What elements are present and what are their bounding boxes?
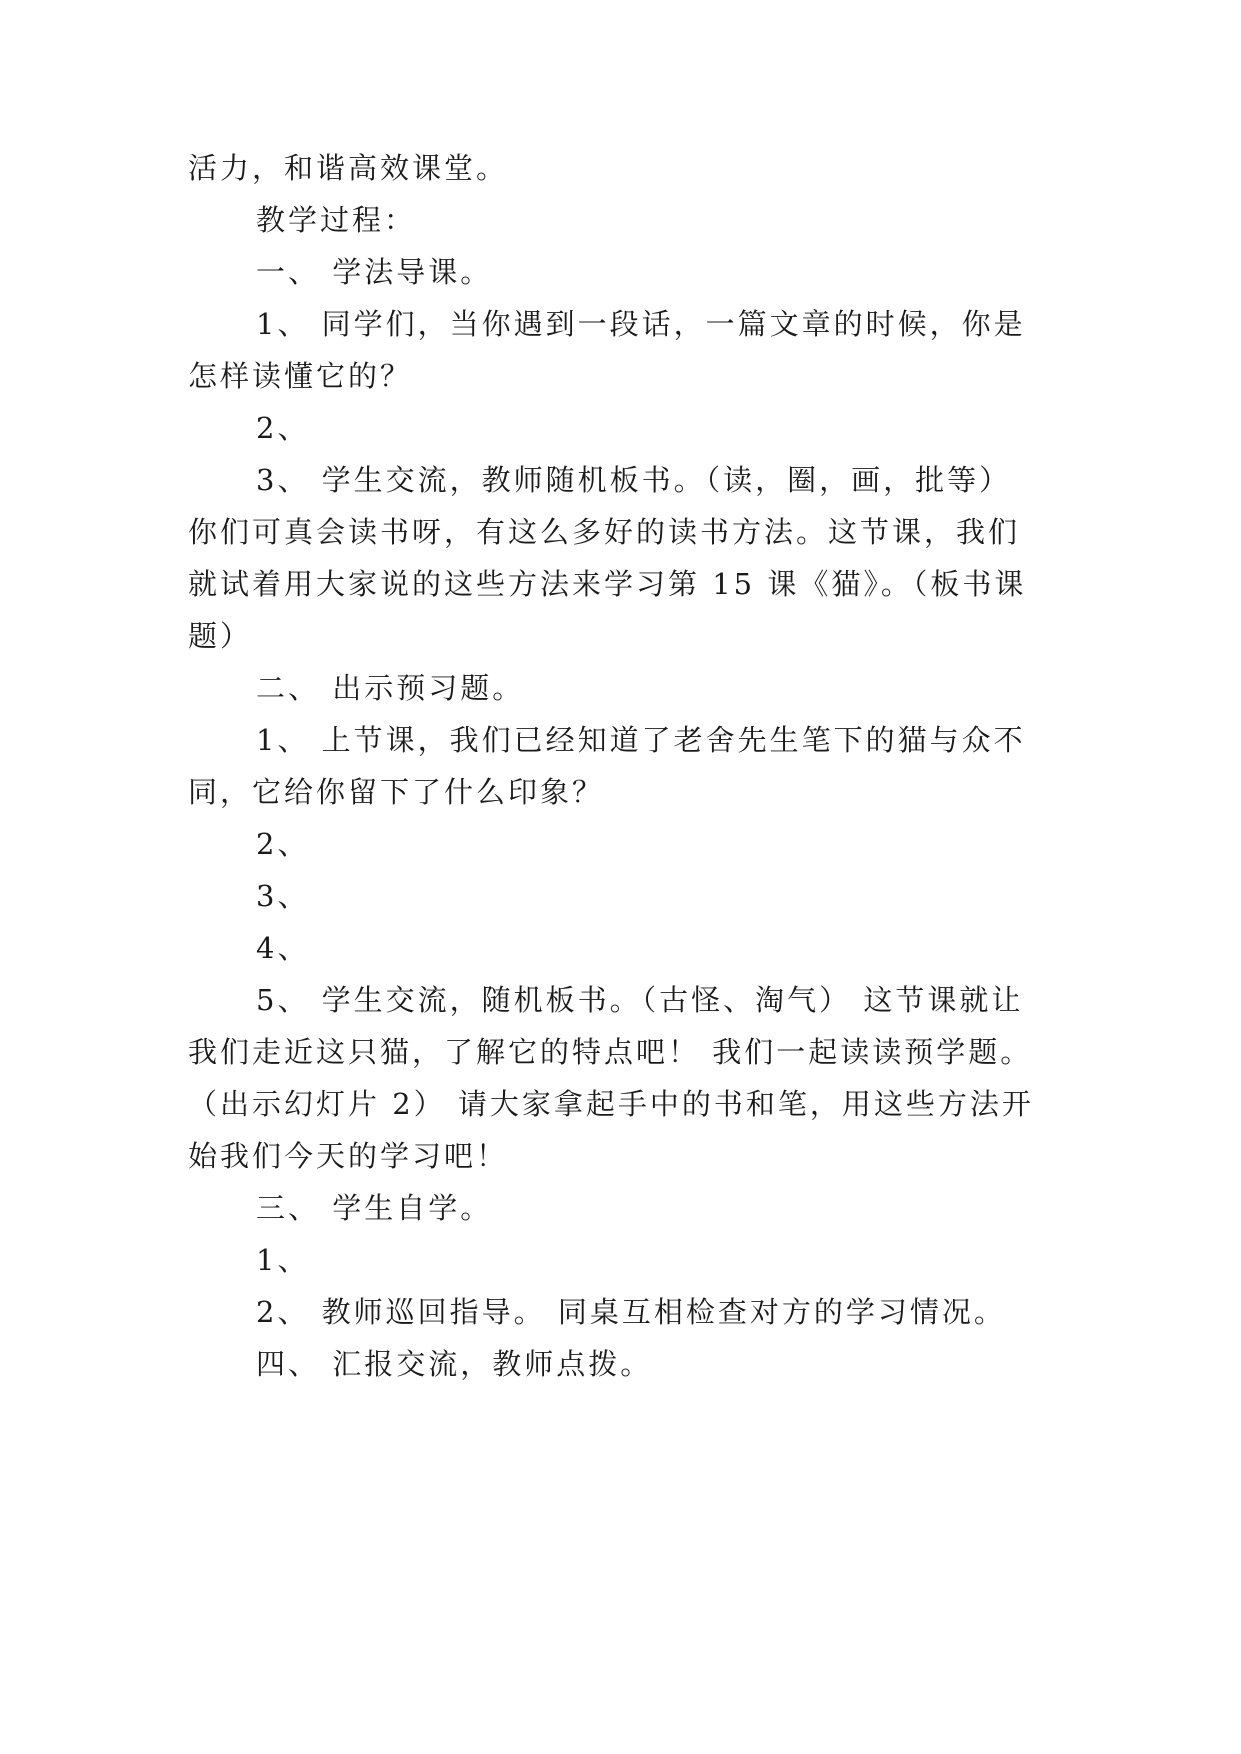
list-item: 1、	[256, 1243, 310, 1277]
list-item: 5、 学生交流，随机板书。（古怪、淘气） 这节课就让	[256, 983, 1024, 1017]
list-item: 2、 教师巡回指导。 同桌互相检查对方的学习情况。	[256, 1295, 1006, 1329]
section-label: 教学过程：	[256, 203, 417, 237]
text-line: 怎样读懂它的？	[188, 359, 413, 393]
section-heading: 四、 汇报交流，教师点拨。	[256, 1347, 653, 1381]
list-item: 3、 学生交流，教师随机板书。（读，圈，画，批等）	[256, 463, 1012, 497]
list-item: 3、	[256, 879, 310, 913]
text-line: 活力，和谐高效课堂。	[188, 151, 509, 185]
text-line: 我们走近这只猫，了解它的特点吧！ 我们一起读读预学题。	[188, 1035, 1033, 1069]
section-heading: 三、 学生自学。	[256, 1191, 493, 1225]
section-heading: 二、 出示预习题。	[256, 671, 525, 705]
list-item: 4、	[256, 931, 310, 965]
list-item: 2、	[256, 411, 310, 445]
text-line: 题）	[188, 619, 253, 653]
list-item: 1、 同学们，当你遇到一段话，一篇文章的时候，你是	[256, 307, 1026, 341]
section-heading: 一、 学法导课。	[256, 255, 493, 289]
text-line: 你们可真会读书呀，有这么多好的读书方法。这节课，我们	[188, 515, 1021, 549]
text-line: 同，它给你留下了什么印象？	[188, 775, 605, 809]
text-line: （出示幻灯片 2） 请大家拿起手中的书和笔，用这些方法开	[188, 1087, 1034, 1121]
list-item: 1、 上节课，我们已经知道了老舍先生笔下的猫与众不	[256, 723, 1026, 757]
text-line: 始我们今天的学习吧！	[188, 1139, 509, 1173]
list-item: 2、	[256, 827, 310, 861]
text-line: 就试着用大家说的这些方法来学习第 15 课《猫》。（板书课	[188, 567, 1027, 601]
